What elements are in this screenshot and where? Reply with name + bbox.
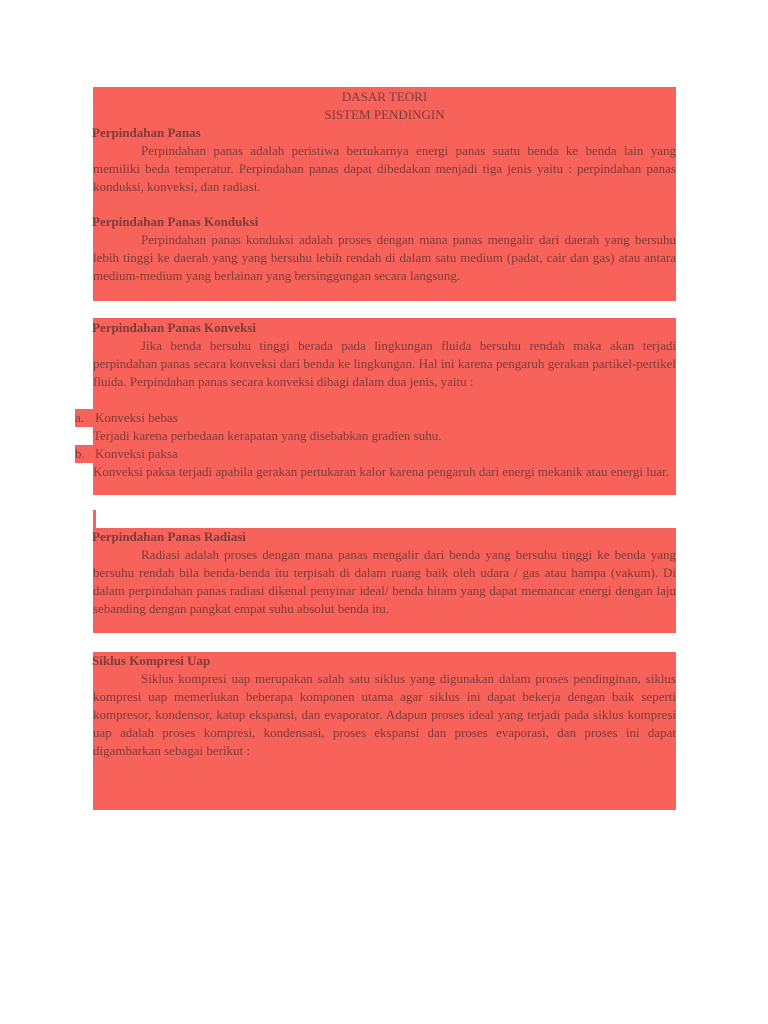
paragraph-text: Perpindahan panas adalah peristiwa bertukarnya energi panas suatu benda ke benda lain yang memiliki beda temperatur. Perpindahan panas dapat dibedakan menjadi tiga jenis yaitu : perpindahan panas konduksi, konveksi, dan radiasi. (93, 143, 676, 194)
section-heading-radiasi: Perpindahan Panas Radiasi (92, 529, 246, 544)
list-marker-b: b. (75, 446, 85, 461)
document-title: DASAR TEORI (341, 89, 428, 104)
list-marker-a: a. (75, 410, 85, 425)
list-item-konveksi-paksa: Konveksi paksa (95, 446, 178, 461)
list-item-desc-konveksi-bebas: Terjadi karena perbedaan kerapatan yang disebabkan gradien suhu. (93, 428, 442, 443)
section-heading-siklus-kompresi-uap: Siklus Kompresi Uap (92, 653, 211, 668)
section-heading-konduksi: Perpindahan Panas Konduksi (92, 214, 259, 229)
paragraph-text: Perpindahan panas konduksi adalah proses dengan mana panas mengalir dari daerah yang bersuhu lebih tinggi ke daerah yang yang bersuhu lebih rendah di dalam satu medium (padat, cair dan gas) atau antara medium-medium yang berlainan yang bersinggungan secara langsung. (93, 232, 676, 283)
document-subtitle: SISTEM PENDINGIN (324, 107, 445, 122)
section-body-perpindahan-panas (93, 142, 676, 196)
paragraph-text: Jika benda bersuhu tinggi berada pada lingkungan fluida bersuhu rendah maka akan terjadi perpindahan panas secara konveksi dari benda ke lingkungan. Hal ini karena pengaruh gerakan partikel-pertikel fluida. Perpindahan panas secara konveksi dibagi dalam dua jenis, yaitu : (93, 338, 676, 389)
list-item-desc-konveksi-paksa: Konveksi paksa terjadi apabila gerakan pertukaran kalor karena pengaruh dari energi mekanik atau energi luar. (93, 464, 669, 479)
list-item-konveksi-bebas: Konveksi bebas (95, 410, 178, 425)
highlight-marker (93, 510, 96, 528)
section-body-siklus-kompresi-uap (93, 670, 676, 760)
section-body-konduksi (93, 231, 676, 285)
section-heading-konveksi: Perpindahan Panas Konveksi (92, 320, 256, 335)
paragraph-text: Radiasi adalah proses dengan mana panas mengalir dari benda yang bersuhu tinggi ke benda yang bersuhu rendah bila benda-benda itu terpisah di dalam ruang baik oleh udara / gas atau hampa (vakum). Di dalam perpindahan panas radiasi dikenal penyinar ideal/ benda hitam yang dapat memancar energi dengan laju sebanding dengan pangkat empat suhu absolut benda itu. (93, 547, 676, 616)
section-body-radiasi (93, 546, 676, 618)
paragraph-text: Siklus kompresi uap merupakan salah satu siklus yang digunakan dalam proses pendinginan, siklus kompresi uap memerlukan beberapa komponen utama agar siklus ini dapat bekerja dengan baik seperti kompresor, kondensor, katup ekspansi, dan evaporator. Adapun proses ideal yang terjadi pada siklus kompresi uap adalah proses kompresi, kondensasi, proses ekspansi dan proses evaporasi, dan proses ini dapat digambarkan sebagai berikut : (93, 671, 676, 758)
section-heading-perpindahan-panas: Perpindahan Panas (92, 125, 201, 140)
section-body-konveksi (93, 337, 676, 391)
